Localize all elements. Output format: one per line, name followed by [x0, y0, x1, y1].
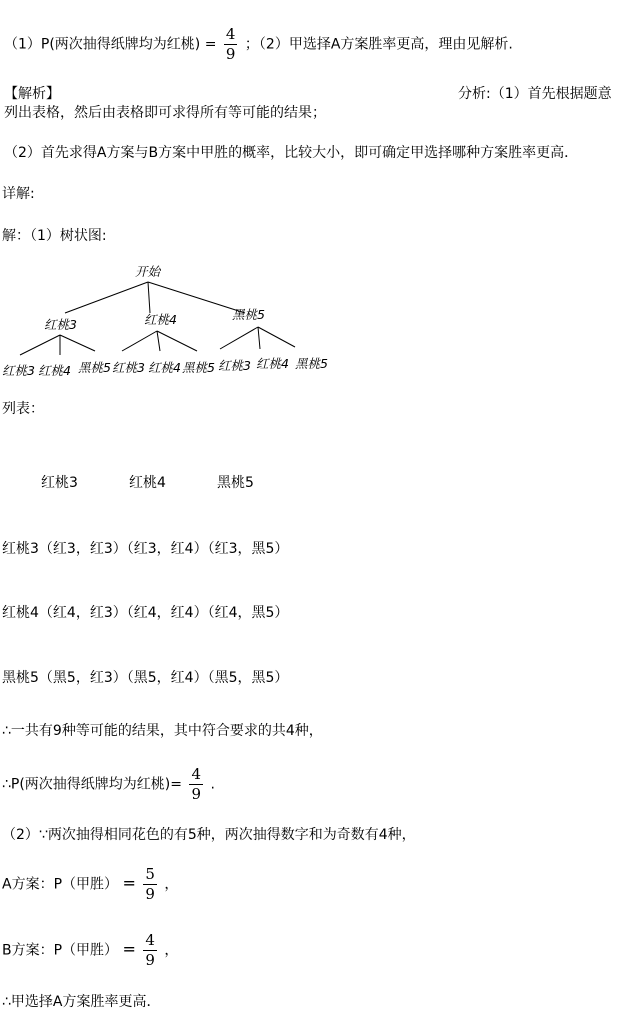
equals-sign: = [122, 939, 136, 959]
table-row [2, 669, 288, 687]
table-cell: （红4，黑5） [207, 605, 289, 621]
probability-text: ∴P(两次抽得纸牌均为红桃)= [2, 776, 183, 793]
probability-fraction [189, 766, 203, 803]
analysis-header: 【解析】 [4, 86, 60, 102]
plan-b-text: B方案：P（甲胜） [2, 942, 119, 959]
plan-a-tail: ， [164, 876, 179, 893]
analysis-line2: 列出表格，然后由表格即可求得所有等可能的结果； [4, 105, 326, 121]
tree-l1-node: 黑桃5 [232, 307, 265, 322]
table-header: 红桃4 [129, 475, 166, 491]
tree-l2-node: 黑桃5 [182, 360, 215, 375]
table-header: 黑桃5 [217, 475, 254, 491]
analysis-line3: （2）首先求得A方案与B方案中甲胜的概率，比较大小，即可确定甲选择哪种方案胜率更高． [4, 145, 579, 161]
fraction-denominator: 9 [145, 951, 155, 969]
final-line: ∴甲选择A方案胜率更高． [2, 994, 161, 1010]
fraction-numerator: 5 [145, 865, 155, 883]
tree-l2-node: 红桃4 [148, 360, 181, 375]
table-cell: （红3，红3） [38, 541, 127, 557]
table-cell: （红3，红4） [126, 541, 208, 557]
plan-a-fraction [143, 866, 157, 903]
plan-b-line [2, 932, 178, 969]
tree-label: 解：（1）树状图: [2, 228, 107, 244]
plan-a-text: A方案：P（甲胜） [2, 876, 119, 893]
table-cell: （红4，红4） [126, 605, 208, 621]
table-row [2, 604, 288, 622]
table-cell: （黑5，红3） [38, 670, 127, 686]
row-label: 红桃3 [2, 541, 39, 557]
answer-fraction [224, 26, 238, 63]
tree-root: 开始 [135, 264, 161, 279]
table-cell: （黑5，红4） [126, 670, 208, 686]
tree-l2-node: 红桃4 [256, 356, 289, 371]
plan-b-fraction [143, 932, 157, 969]
row-label: 红桃4 [2, 605, 39, 621]
tree-l1-node: 红桃4 [144, 312, 177, 327]
tree-l2-node: 红桃3 [112, 360, 145, 375]
tree-l1-node: 红桃3 [44, 317, 77, 332]
table-label: 列表： [2, 401, 44, 417]
tree-diagram [0, 258, 340, 383]
detail-label: 详解: [2, 186, 35, 202]
equals-sign: = [122, 873, 136, 893]
tree-l2-node: 红桃3 [218, 358, 251, 373]
tree-l2-node: 红桃3 [2, 363, 35, 378]
answer-part1: （1）P(两次抽得纸牌均为红桃) = [4, 36, 217, 53]
plan-b-tail: ， [164, 942, 179, 959]
fraction-numerator: 4 [191, 765, 202, 783]
conclusion-line: ∴一共有9种等可能的结果，其中符合要求的共4种， [2, 723, 323, 739]
probability-line [2, 766, 215, 803]
tree-l2-node: 黑桃5 [295, 356, 328, 371]
probability-tail: . [210, 776, 215, 793]
fraction-denominator: 9 [225, 45, 236, 63]
fraction-numerator: 4 [145, 931, 155, 949]
fraction-denominator: 9 [191, 785, 202, 803]
table-header: 红桃3 [41, 475, 78, 491]
table-row [2, 540, 288, 558]
tree-l2-node: 黑桃5 [78, 360, 111, 375]
answer-part2: ；（2）甲选择A方案胜率更高，理由见解析. [244, 36, 513, 53]
tree-l2-node: 红桃4 [38, 363, 71, 378]
table-cell: （红4，红3） [38, 605, 127, 621]
answer-line [4, 26, 513, 63]
analysis-intro: 分析:（1）首先根据题意 [458, 86, 612, 102]
row-label: 黑桃5 [2, 670, 39, 686]
fraction-numerator: 4 [225, 25, 236, 43]
table-cell: （黑5，黑5） [207, 670, 289, 686]
part2-line: （2）∵两次抽得相同花色的有5种，两次抽得数字和为奇数有4种， [2, 827, 416, 843]
plan-a-line [2, 866, 178, 903]
fraction-denominator: 9 [145, 885, 155, 903]
table-cell: （红3，黑5） [207, 541, 289, 557]
